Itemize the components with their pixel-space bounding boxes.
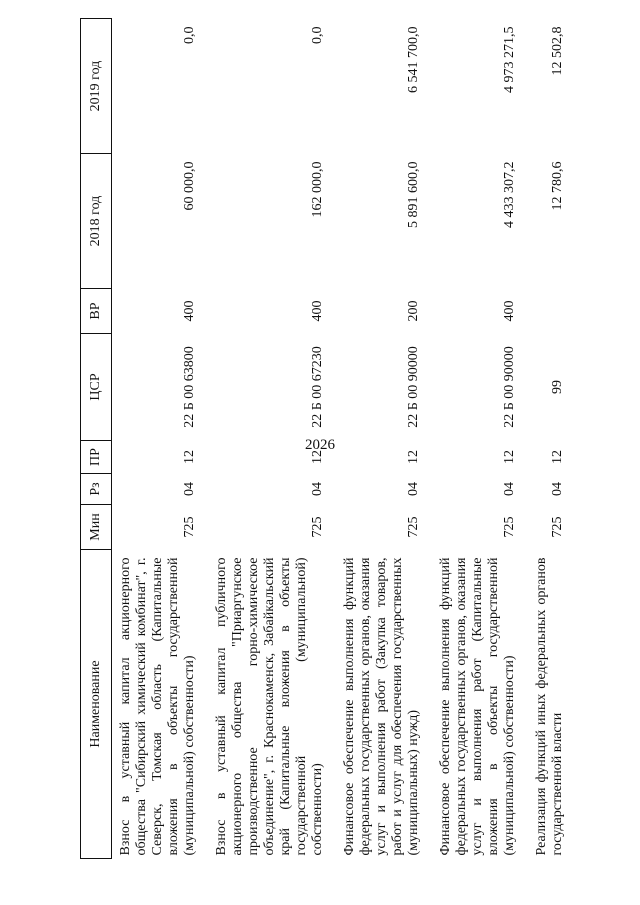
row-pr: 12 [310, 450, 325, 464]
header-csr: ЦСР [81, 334, 112, 441]
row-name: Финансовое обеспечение выполнения функций федеральных государственных органов, оказания услуг и выполнения работ (Закупка товаров, работ и услуг для обеспечения государственных (муниципальных) нужд) [342, 557, 421, 856]
row-min: 725 [406, 516, 421, 538]
row-2018: 5 891 600,0 [406, 161, 421, 228]
row-vr: 400 [502, 300, 517, 322]
row-2018: 4 433 307,2 [502, 161, 517, 228]
rotated-table-container [80, 26, 600, 859]
row-vr: 400 [182, 300, 197, 322]
row-min: 725 [182, 516, 197, 538]
header-2019: 2019 год [81, 19, 112, 154]
row-2019: 0,0 [182, 26, 197, 44]
header-rz: Рз [81, 474, 112, 505]
row-pr: 12 [406, 450, 421, 464]
row-csr: 22 Б 00 67230 [310, 346, 325, 428]
header-2018: 2018 год [81, 154, 112, 289]
row-rz: 04 [502, 482, 517, 496]
header-vr: ВР [81, 289, 112, 334]
header-pr: ПР [81, 441, 112, 474]
row-pr: 12 [182, 450, 197, 464]
row-pr: 12 [502, 450, 517, 464]
row-vr [528, 289, 576, 334]
header-name: Наименование [81, 550, 112, 859]
table-row [112, 19, 209, 859]
budget-table [80, 18, 576, 859]
row-vr: 400 [310, 300, 325, 322]
table-row [208, 19, 336, 859]
row-min: 725 [550, 516, 565, 538]
row-min: 725 [502, 516, 517, 538]
row-rz: 04 [310, 482, 325, 496]
row-2018: 12 780,6 [550, 161, 565, 211]
row-2019: 4 973 271,5 [502, 26, 517, 93]
row-csr: 22 Б 00 90000 [406, 346, 421, 428]
row-name: Взнос в уставный капитал публичного акционерного общества "Приаргунское производственное горно-химическое объединение", г. Краснокаменск, Забайкальский край (Капитальные вложения в объекты государственной (муниципальной) собственности) [214, 557, 325, 856]
header-min: Мин [81, 505, 112, 550]
row-rz: 04 [182, 482, 197, 496]
row-min: 725 [310, 516, 325, 538]
row-2019: 0,0 [310, 26, 325, 44]
row-csr: 22 Б 00 63800 [182, 346, 197, 428]
table-header-row [81, 19, 112, 859]
row-csr: 22 Б 00 90000 [502, 346, 517, 428]
table-row [432, 19, 528, 859]
row-2018: 162 000,0 [310, 161, 325, 218]
row-2019: 6 541 700,0 [406, 26, 421, 93]
row-vr: 200 [406, 300, 421, 322]
row-pr: 12 [550, 450, 565, 464]
table-row [336, 19, 432, 859]
table-row [528, 19, 576, 859]
row-name: Финансовое обеспечение выполнения функций федеральных государственных органов, оказания услуг и выполнения работ (Капитальные вложения в объекты государственной (муниципальной) собственности) [438, 557, 517, 856]
row-2018: 60 000,0 [182, 161, 197, 211]
page-number: 2026 [305, 437, 335, 453]
row-name: Взнос в уставный капитал акционерного общества "Сибирский химический комбинат", г. Северск, Томская область (Капитальные вложения в объекты государственной (муниципальной) собственности) [118, 557, 197, 856]
row-csr: 99 [550, 380, 565, 394]
row-rz: 04 [406, 482, 421, 496]
row-2019: 12 502,8 [550, 26, 565, 76]
row-rz: 04 [550, 482, 565, 496]
row-name: Реализация функций иных федеральных органов государственной власти [534, 557, 565, 856]
